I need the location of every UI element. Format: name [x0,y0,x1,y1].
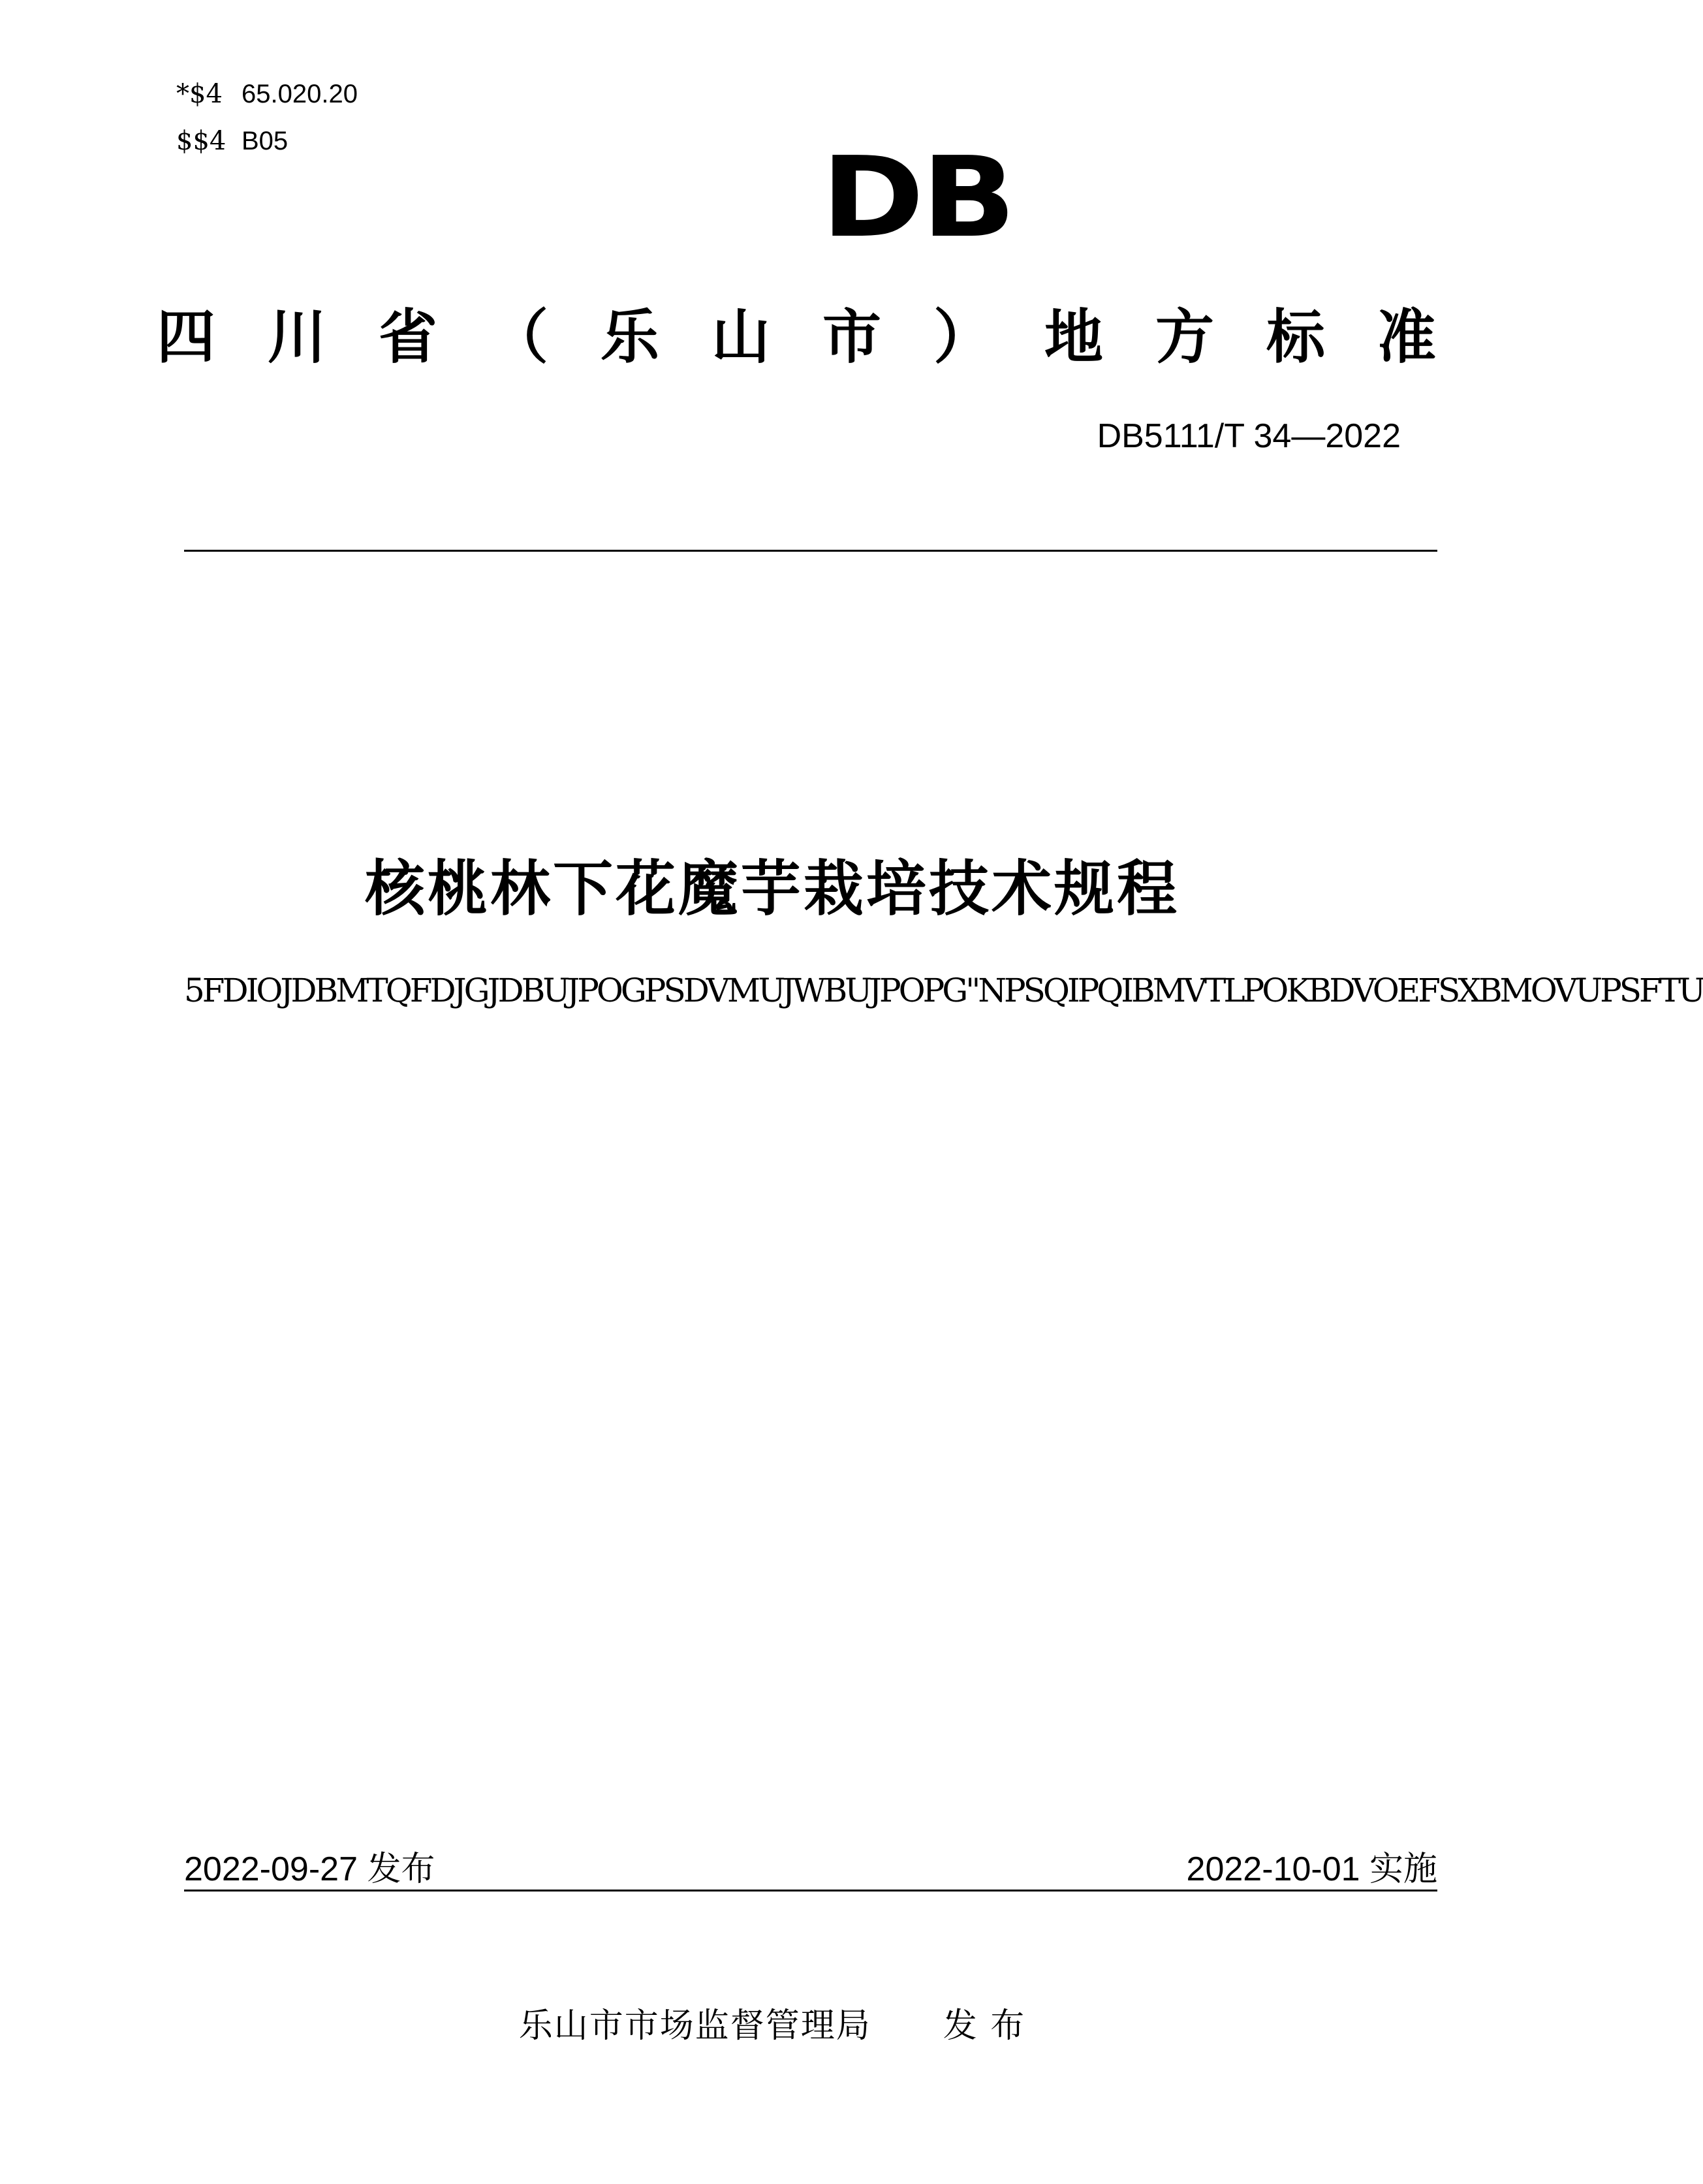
issue-date: 2022-09-27 发布 [184,1850,435,1888]
title-char: 省 [379,303,437,372]
db-logo: DB [820,133,1014,262]
title-char: 地 [1044,303,1103,372]
title-char: 乐 [601,303,659,372]
title-char: 四 [157,303,215,372]
ics-code: 65.020.20 [242,80,358,108]
title-char: 山 [711,303,770,372]
title-char: 市 [822,303,881,372]
ccs-row [176,118,358,165]
standard-number: DB5111/T 34—2022 [1097,417,1401,455]
title-char: 方 [1155,303,1214,372]
ics-row [176,71,358,118]
publisher-line [0,1998,1544,2047]
classification-codes [176,71,358,165]
publisher-name: 乐山市市场监督管理局 [518,2006,871,2046]
implementation-date: 2022-10-01 实施 [1186,1850,1437,1888]
title-char: 川 [268,303,326,372]
standard-type-title [157,302,1436,373]
title-char: ） [933,303,992,372]
title-char: （ [490,303,548,372]
title-char: 标 [1266,303,1325,372]
document-title: 核桃林下花魔芋栽培技术规程 [364,854,1180,924]
ccs-code: B05 [242,127,289,155]
ics-label: *$4 [176,79,223,109]
footer-divider [184,1890,1437,1891]
title-char: 准 [1377,303,1436,372]
english-title: 5FDIOJDBMTQFDJGJDBUJPOGPSDVMUJWBUJPOPG"NPSQIPQIBMVTLPOKBDVOEFSXBMOVUPSFTU [184,972,1703,1009]
header-divider [184,550,1437,552]
ccs-label: $$4 [176,126,227,156]
publish-action: 发 布 [943,2006,1026,2046]
